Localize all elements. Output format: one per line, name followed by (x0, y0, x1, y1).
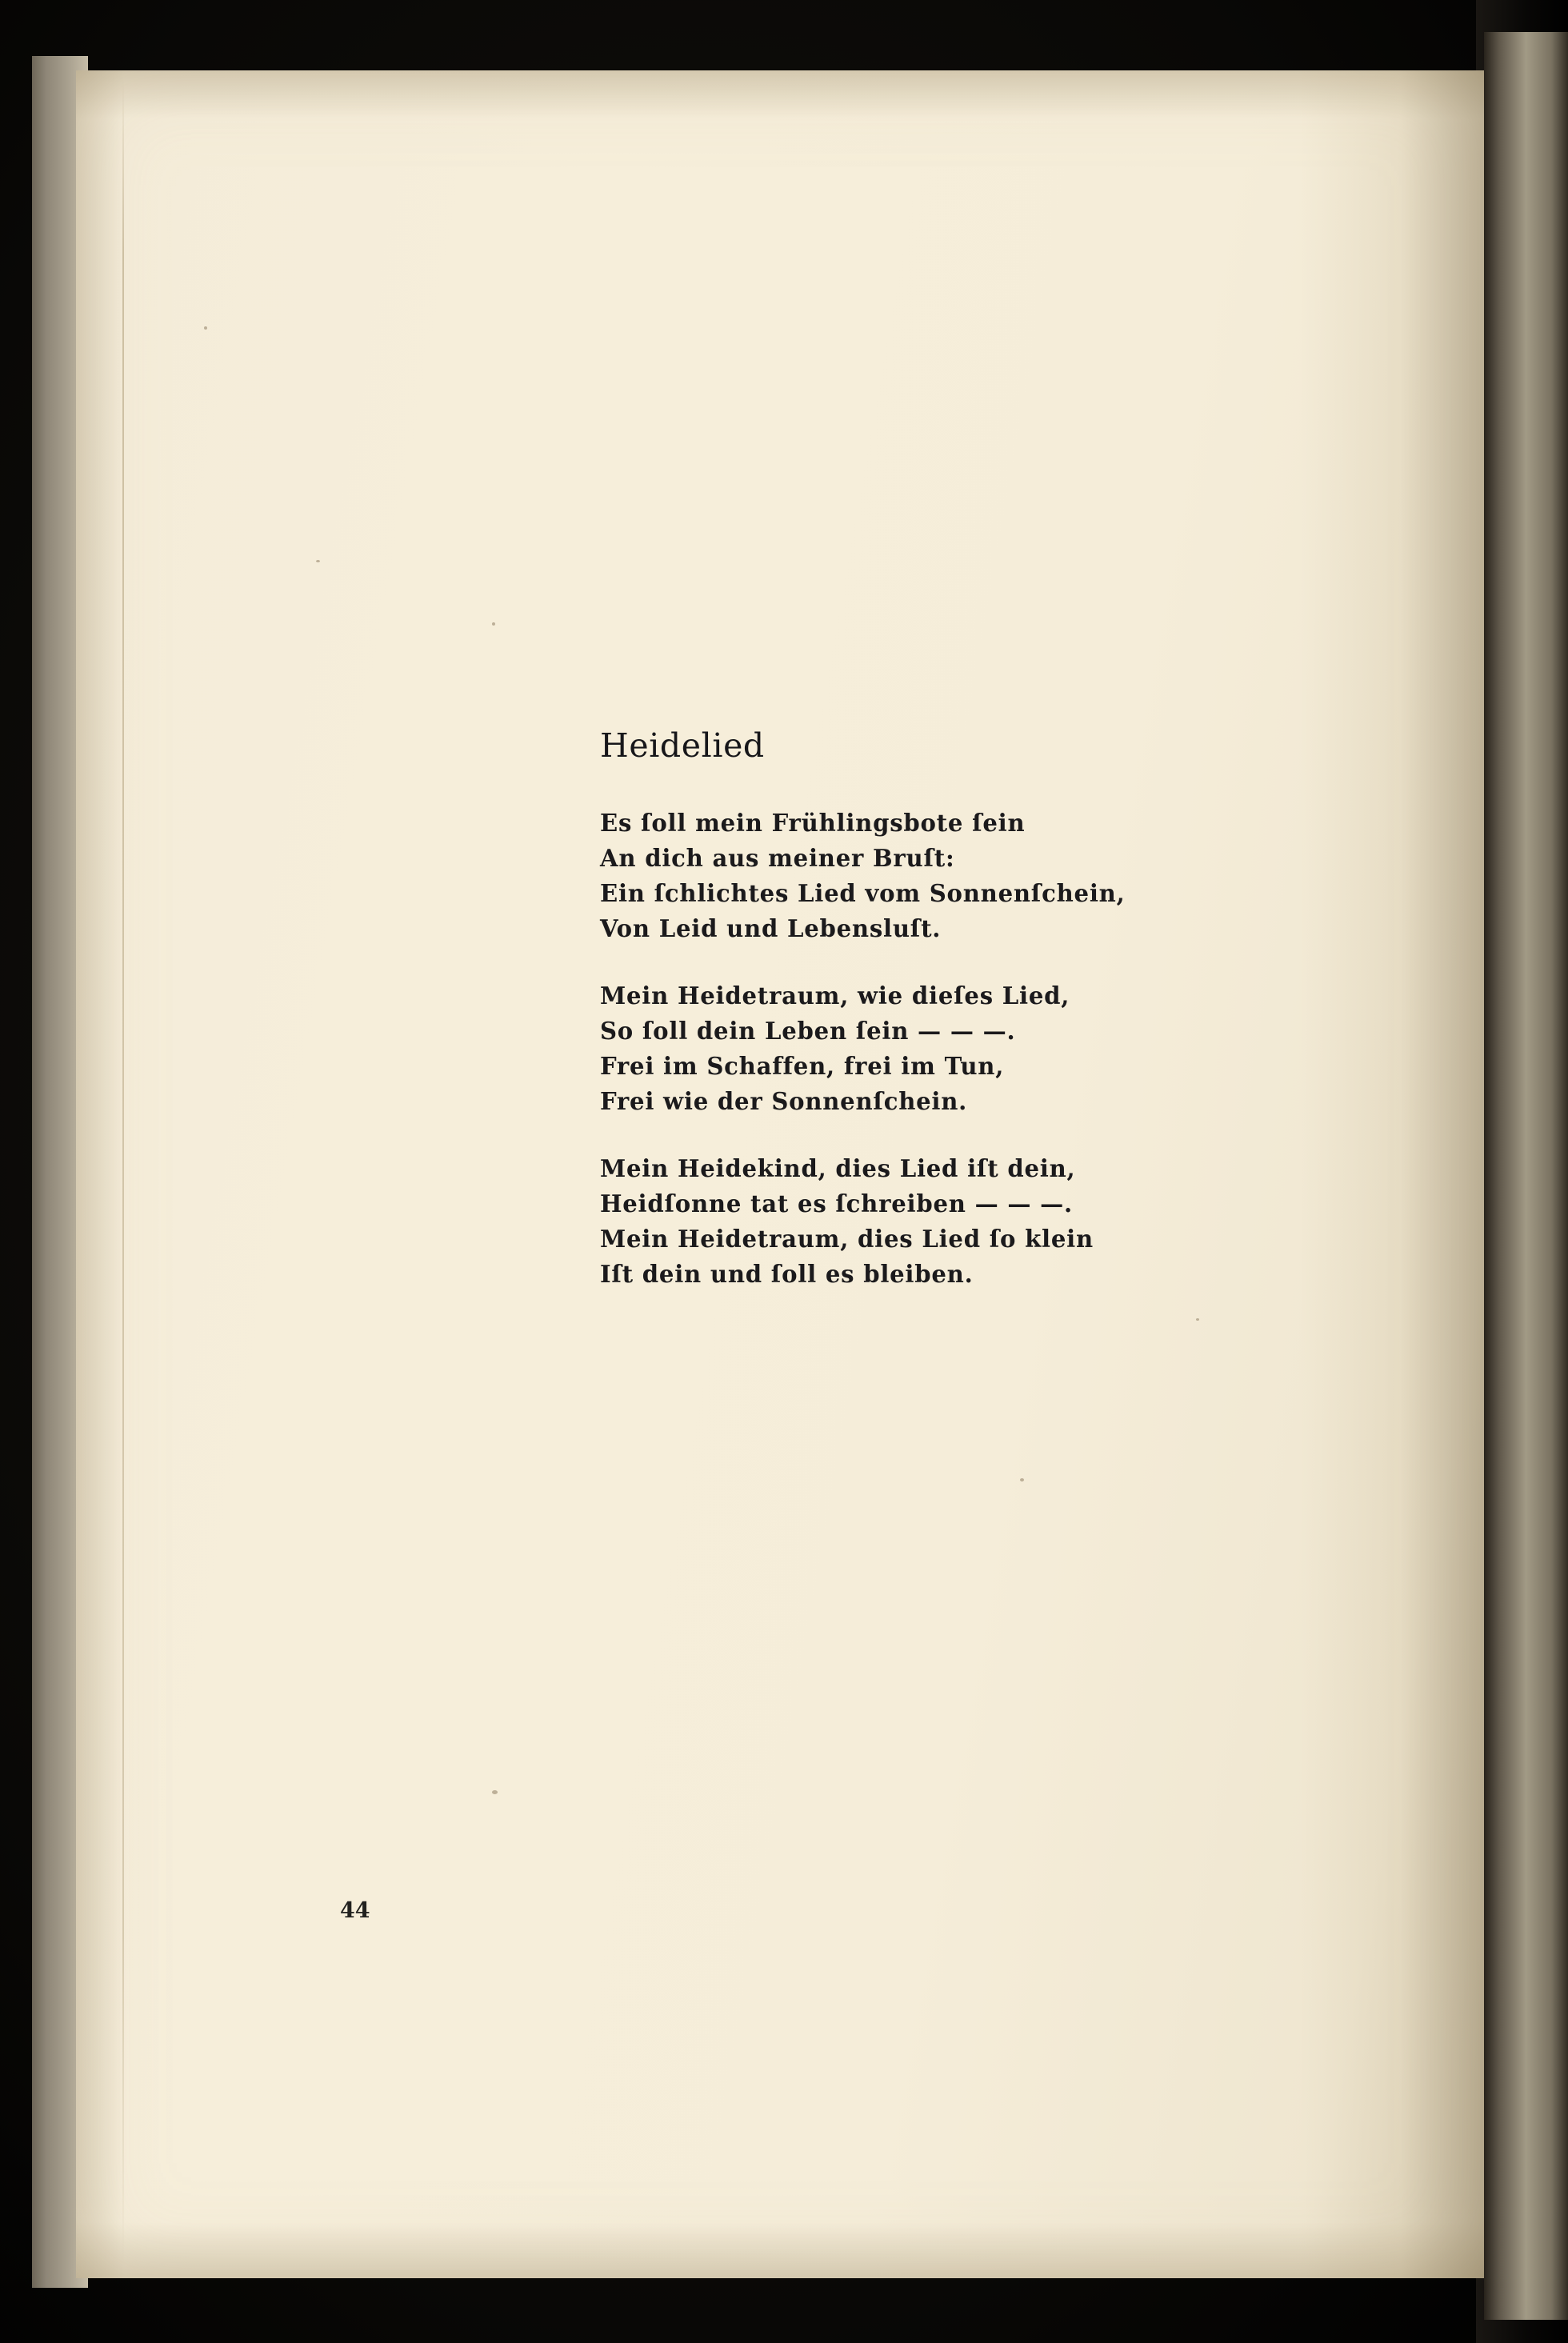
verse-line: Ein ſchlichtes Lied vom Sonnenſchein, (600, 880, 1126, 908)
page-fiber-line (122, 78, 124, 2266)
poem-stanza (600, 979, 1320, 1120)
poem-stanza (600, 806, 1320, 947)
facing-page-sliver (1484, 32, 1568, 2320)
poem-stanza (600, 1152, 1320, 1293)
verse-line: Von Leid und Lebensluſt. (600, 915, 942, 943)
page-gutter-shading (1300, 70, 1484, 2278)
page-left-shading (76, 70, 124, 2278)
paper-speck (204, 326, 207, 330)
verse-line: Heidſonne tat es ſchreiben — — —. (600, 1190, 1073, 1218)
book-page (76, 70, 1484, 2278)
verse-line: Iſt dein und ſoll es bleiben. (600, 1261, 974, 1289)
page-bottom-shading (76, 2222, 1484, 2278)
paper-speck (1020, 1478, 1024, 1481)
poem-text-block (600, 726, 1320, 1293)
paper-speck (1196, 1318, 1199, 1321)
verse-line: So ſoll dein Leben ſein — — —. (600, 1018, 1016, 1046)
paper-speck (492, 622, 495, 626)
verse-line: Es ſoll mein Frühlingsbote ſein (600, 810, 1026, 838)
verse-line: Frei im Schaffen, frei im Tun, (600, 1053, 1005, 1081)
verse-line: Frei wie der Sonnenſchein. (600, 1088, 968, 1116)
verse-line: Mein Heidetraum, dies Lied ſo klein (600, 1225, 1094, 1253)
verse-line: Mein Heidetraum, wie dieſes Lied, (600, 982, 1070, 1010)
page-title: Heidelied (600, 726, 765, 765)
verse-line: An dich aus meiner Bruſt: (600, 845, 955, 873)
page-number: 44 (340, 1898, 370, 1923)
paper-speck (492, 1790, 498, 1794)
verse-line: Mein Heidekind, dies Lied iſt dein, (600, 1155, 1076, 1183)
paper-speck (316, 560, 320, 562)
page-top-shading (76, 70, 1484, 118)
